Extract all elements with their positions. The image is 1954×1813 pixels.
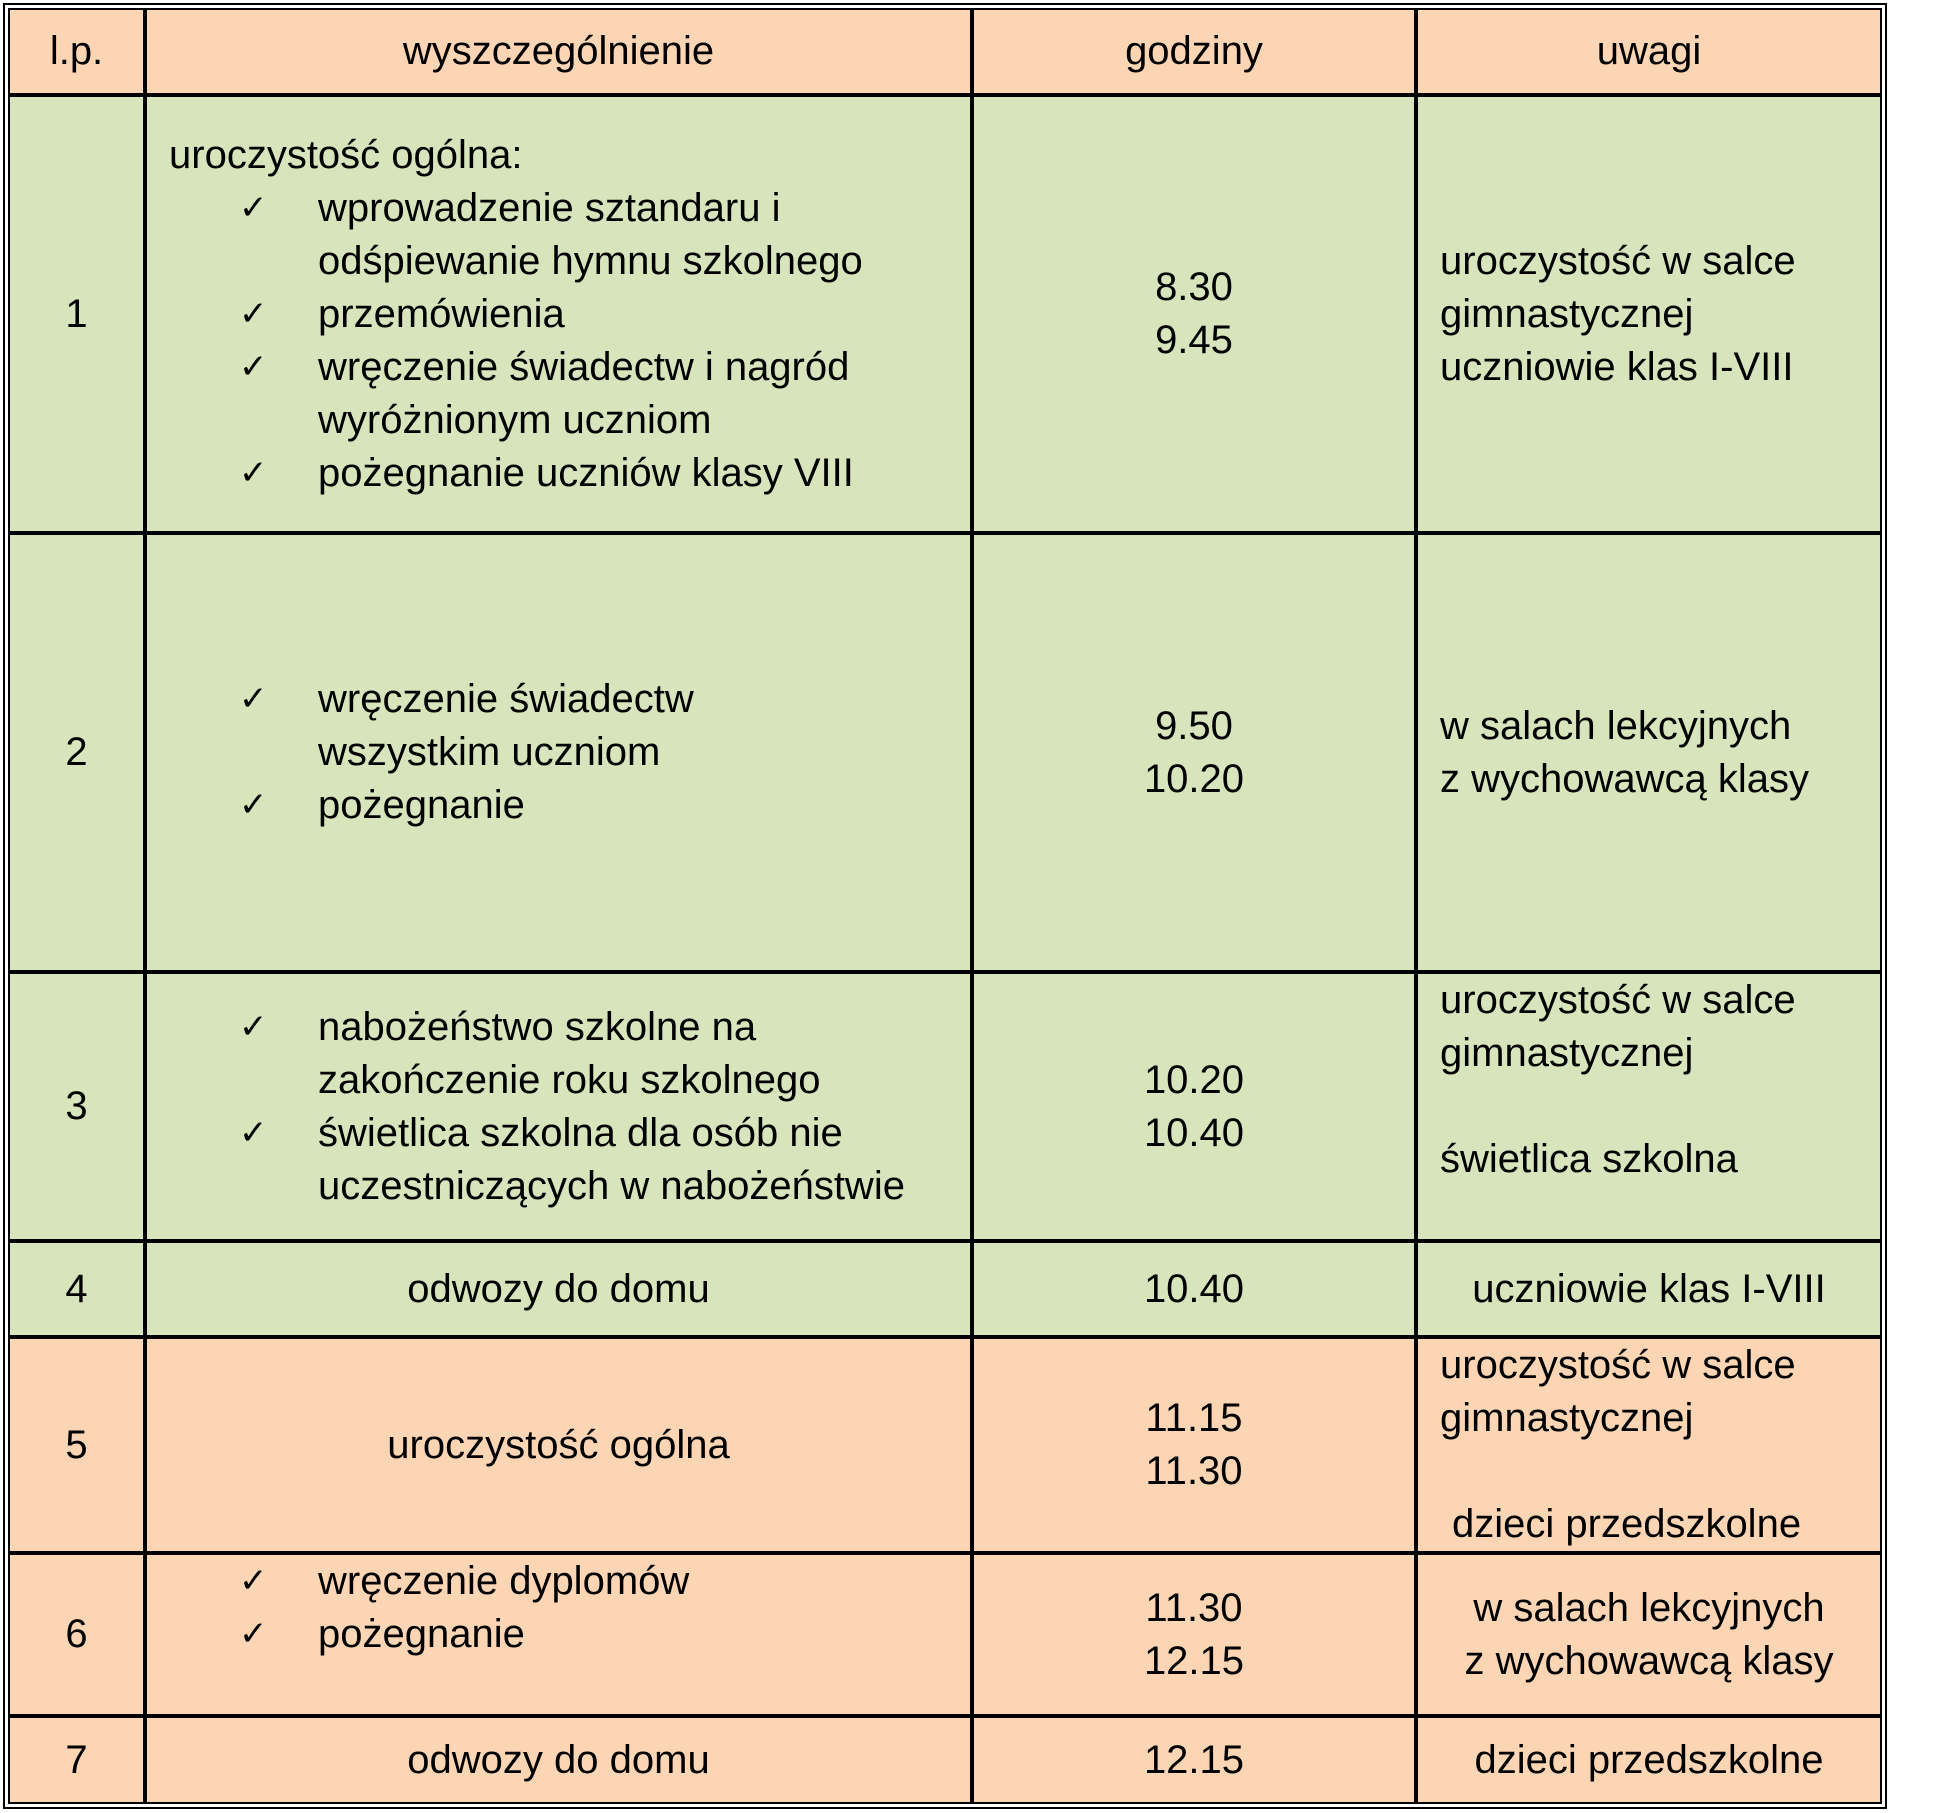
list-item-text: świetlica szkolna dla osób nie uczestniczących w nabożeństwie [318, 1110, 905, 1208]
note-line: w salach lekcyjnych [1440, 703, 1792, 748]
row-hours [972, 533, 1416, 972]
list-item [239, 182, 960, 288]
hour-start: 9.50 [1155, 703, 1233, 748]
row-number: 7 [10, 1716, 145, 1802]
table-row [10, 1241, 1880, 1337]
hour-end: 9.45 [1155, 318, 1233, 362]
note-line: uczniowie klas I-VIII [1440, 344, 1794, 389]
row-description [145, 1553, 972, 1716]
checkmark-icon: ✓ [239, 293, 268, 334]
row-number: 4 [10, 1241, 145, 1337]
row-hours [972, 972, 1416, 1241]
row-description: odwozy do domu [145, 1241, 972, 1337]
row-description: odwozy do domu [145, 1716, 972, 1802]
row-hours: 10.40 [972, 1241, 1416, 1337]
list-item [239, 1107, 960, 1213]
list-item [239, 1555, 960, 1608]
list-item [239, 779, 960, 832]
hour-end: 11.30 [1145, 1449, 1243, 1493]
list-item-text: wręczenie świadectw i nagród wyróżnionym uczniom [318, 344, 850, 442]
list-item-text: wprowadzenie sztandaru i odśpiewanie hymnu szkolnego [318, 185, 863, 283]
list-item [239, 1608, 960, 1661]
checkmark-icon: ✓ [239, 452, 268, 493]
checklist [169, 1555, 960, 1661]
header-description: wyszczególnienie [145, 10, 972, 95]
list-item [239, 341, 960, 447]
checkmark-icon: ✓ [239, 187, 268, 228]
note-line: w salach lekcyjnych [1473, 1585, 1825, 1630]
note-line: uroczystość w salce [1440, 978, 1796, 1022]
hour-end: 10.20 [1143, 756, 1245, 801]
table-outer-border [3, 3, 1887, 1809]
note-line: z wychowawcą klasy [1464, 1638, 1834, 1683]
row-number: 5 [10, 1337, 145, 1553]
list-item [239, 673, 960, 779]
checkmark-icon: ✓ [239, 1561, 268, 1601]
hour-start: 11.30 [1145, 1585, 1243, 1630]
checkmark-icon: ✓ [239, 785, 268, 825]
note-line: świetlica szkolna [1440, 1137, 1738, 1181]
row-description [145, 972, 972, 1241]
checklist [169, 673, 960, 832]
note-line: gimnastycznej [1440, 1031, 1694, 1075]
list-item-text: pożegnanie [318, 783, 525, 827]
note-line: gimnastycznej [1440, 1396, 1694, 1440]
checkmark-icon: ✓ [239, 346, 268, 387]
header-notes: uwagi [1416, 10, 1880, 95]
list-item-text: wręczenie dyplomów [318, 1559, 690, 1603]
description-intro: uroczystość ogólna: [169, 132, 523, 177]
row-notes [1416, 95, 1880, 533]
note-line: uroczystość w salce [1440, 238, 1796, 283]
checkmark-icon: ✓ [239, 1112, 268, 1153]
hour-start: 8.30 [1155, 265, 1233, 309]
row-notes [1416, 1553, 1880, 1716]
list-item-text: nabożeństwo szkolne na zakończenie roku szkolnego [318, 1004, 821, 1102]
hour-end: 12.15 [1143, 1638, 1245, 1683]
row-notes: uczniowie klas I-VIII [1416, 1241, 1880, 1337]
hour-start: 10.20 [1143, 1057, 1245, 1102]
row-notes [1416, 533, 1880, 972]
note-line: z wychowawcą klasy [1440, 756, 1810, 801]
checklist [169, 1001, 960, 1213]
row-hours [972, 1553, 1416, 1716]
row-description [145, 533, 972, 972]
table-row [10, 1337, 1880, 1553]
row-notes [1416, 1337, 1880, 1553]
row-notes: dzieci przedszkolne [1416, 1716, 1880, 1802]
list-item-text: przemówienia [318, 291, 565, 336]
row-hours [972, 1337, 1416, 1553]
checklist [169, 182, 960, 500]
row-hours [972, 95, 1416, 533]
row-number: 6 [10, 1553, 145, 1716]
list-item [239, 288, 960, 341]
row-description: uroczystość ogólna [145, 1337, 972, 1553]
table-row [10, 95, 1880, 533]
hour-end: 10.40 [1143, 1110, 1245, 1155]
checkmark-icon: ✓ [239, 679, 268, 719]
note-spacer [1440, 1445, 1872, 1498]
note-spacer [1440, 1080, 1872, 1133]
row-number: 2 [10, 533, 145, 972]
table-inner-border [8, 8, 1882, 1804]
hour-start: 11.15 [1145, 1396, 1243, 1440]
list-item-text: pożegnanie [318, 1612, 525, 1656]
row-notes [1416, 972, 1880, 1241]
row-description [145, 95, 972, 533]
note-line: gimnastycznej [1440, 291, 1694, 336]
table-row [10, 533, 1880, 972]
note-line: dzieci przedszkolne [1452, 1502, 1802, 1546]
table-row [10, 972, 1880, 1241]
list-item [239, 1001, 960, 1107]
schedule-table [10, 10, 1880, 1802]
header-lp: l.p. [10, 10, 145, 95]
header-row [10, 10, 1880, 95]
note-spacer [1440, 1186, 1872, 1239]
table-row [10, 1716, 1880, 1802]
header-hours: godziny [972, 10, 1416, 95]
list-item [239, 447, 960, 500]
list-item-text: pożegnanie uczniów klasy VIII [318, 450, 854, 495]
row-number: 3 [10, 972, 145, 1241]
list-item-text: wręczenie świadectw wszystkim uczniom [318, 677, 694, 774]
checkmark-icon: ✓ [239, 1006, 268, 1047]
row-hours: 12.15 [972, 1716, 1416, 1802]
checkmark-icon: ✓ [239, 1614, 268, 1654]
table-row [10, 1553, 1880, 1716]
note-line: uroczystość w salce [1440, 1343, 1796, 1387]
row-number: 1 [10, 95, 145, 533]
